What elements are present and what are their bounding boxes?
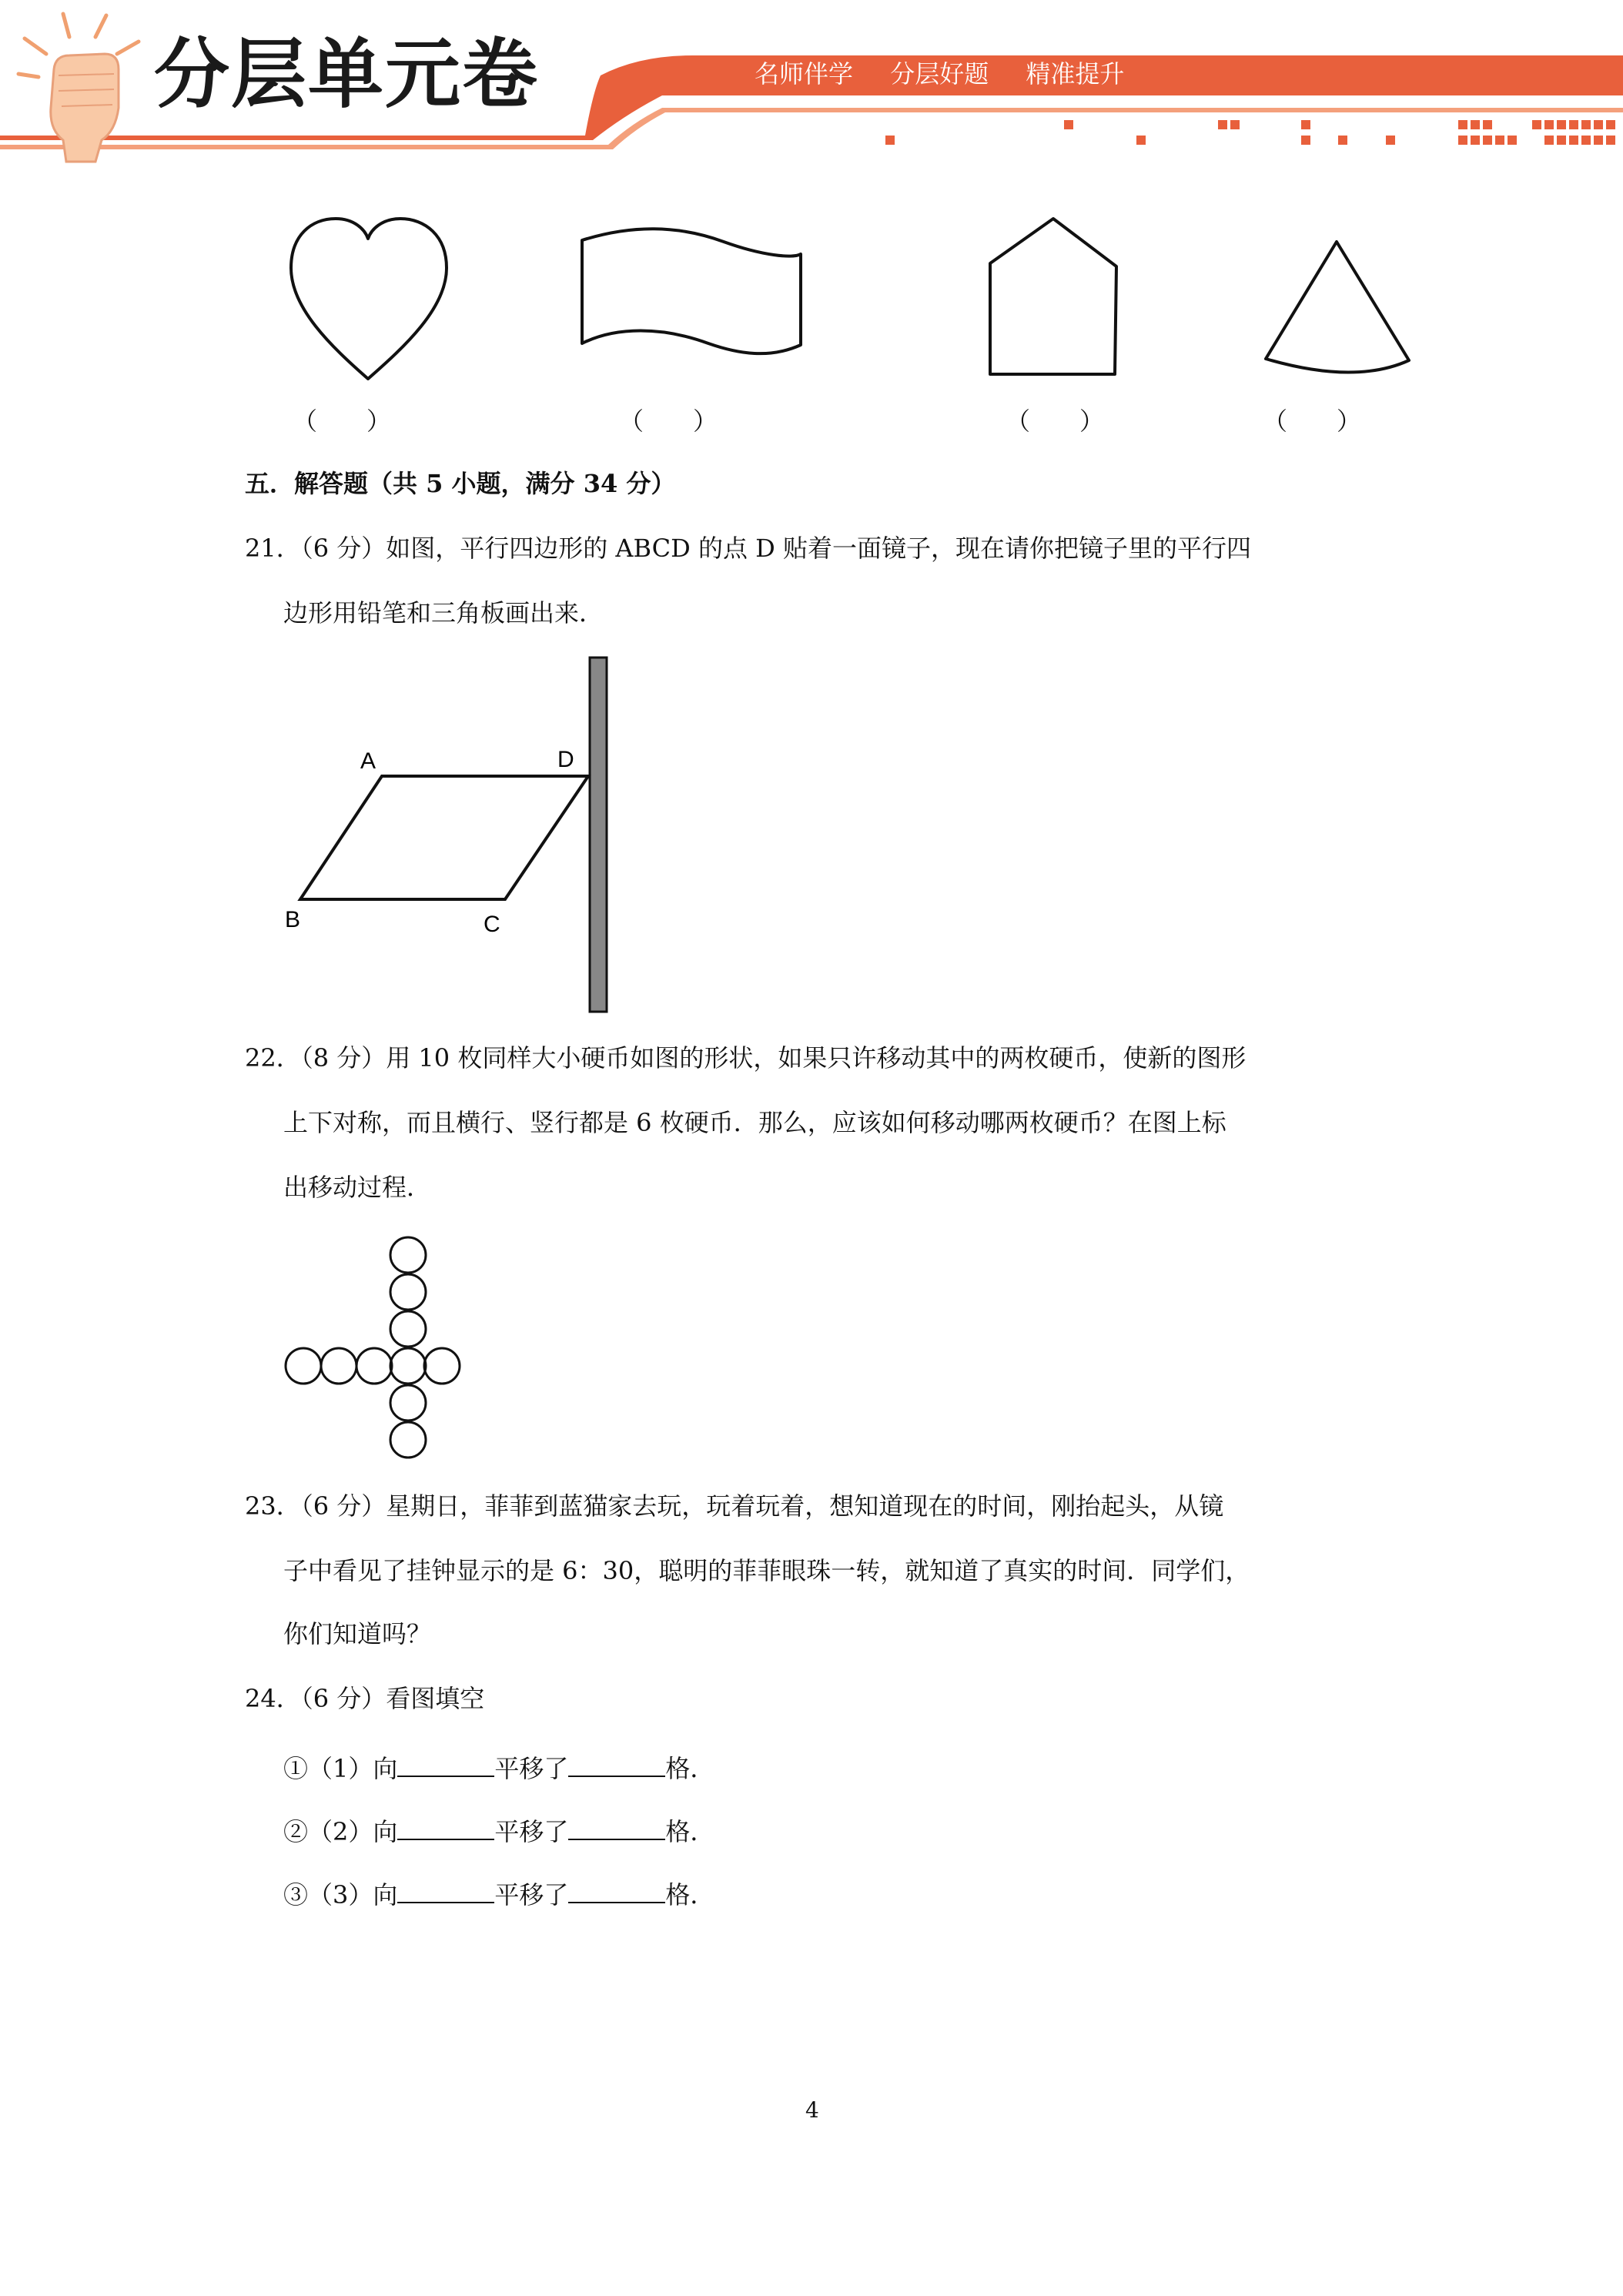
q24-item-suffix: 格． [665,1817,715,1846]
q24-item-prefix: ①（1）向 [283,1754,398,1783]
brand-title: 分层单元卷 [154,31,540,119]
answer-blank[interactable] [568,1882,665,1903]
q24-fill-item [283,1876,714,1911]
vertex-label-b: B [285,907,301,932]
symmetry-shapes-figure [0,208,1623,408]
q24-item-suffix: 格． [665,1880,715,1909]
q24-item-mid: 平移了 [494,1817,569,1846]
coin [356,1348,392,1384]
page-number: 4 [805,2097,819,2123]
coin [321,1348,356,1384]
coin [390,1237,426,1273]
q23-text-line: 子中看见了挂钟显示的是 6：30，聪明的菲菲眼珠一转，就知道了真实的时间．同学们， [283,1556,1250,1585]
parallelogram-mirror-figure [277,654,662,1024]
coins-cross-figure [277,1221,477,1460]
heart-shape [291,219,447,379]
answer-blank[interactable] [397,1882,494,1903]
q24-title: 24．（6 分）看图填空 [245,1684,485,1713]
q24-item-prefix: ②（2）向 [283,1817,398,1846]
parallelogram-abcd [300,776,588,899]
coin [390,1274,426,1310]
answer-paren: （ ） [1006,407,1105,436]
raised-fist-icon [15,8,146,169]
answer-blank[interactable] [568,1755,665,1777]
coin [424,1348,460,1384]
coin [390,1348,426,1384]
coin [390,1385,426,1421]
q22-text-line: 上下对称，而且横行、竖行都是 6 枚硬币．那么，应该如何移动哪两枚硬币？在图上标 [283,1108,1226,1137]
q24-item-mid: 平移了 [494,1880,569,1909]
q24-item-prefix: ③（3）向 [283,1880,398,1909]
answer-blank[interactable] [397,1819,494,1840]
pentagon-shape [990,219,1116,374]
q24-item-suffix: 格． [665,1754,715,1783]
vertex-label-a: A [360,748,376,774]
q24-item-mid: 平移了 [494,1754,569,1783]
answer-paren: （ ） [1263,407,1362,436]
sector-shape [1266,242,1409,373]
slogan-item: 分层好题 [890,59,989,89]
answer-paren: （ ） [293,407,392,436]
vertex-label-c: C [484,912,500,937]
coin [286,1348,321,1384]
q23-text-line: 23．（6 分）星期日，菲菲到蓝猫家去玩，玩着玩着，想知道现在的时间，刚抬起头，从镜 [245,1491,1224,1521]
slogan-item: 精准提升 [1026,59,1125,89]
page-header [0,0,1623,177]
q21-text-line: 边形用铅笔和三角板画出来． [283,598,604,628]
vertex-label-d: D [557,747,574,772]
q22-text-line: 出移动过程． [283,1173,432,1202]
slogan-item: 名师伴学 [755,59,854,89]
answer-paren: （ ） [619,407,718,436]
q24-fill-item [283,1812,714,1848]
q21-text-line: 21．（6 分）如图，平行四边形的 ABCD 的点 D 贴着一面镜子，现在请你把镜子里的平行四 [245,534,1251,563]
section-heading: 五．解答题（共 5 小题，满分 34 分） [245,469,676,498]
header-slogan [755,59,1153,89]
wavy-flag-shape [582,229,801,353]
q24-fill-item [283,1749,714,1785]
mirror [590,658,607,1012]
coin [390,1311,426,1347]
answer-blank[interactable] [568,1819,665,1840]
q22-text-line: 22．（8 分）用 10 枚同样大小硬币如图的形状，如果只许移动其中的两枚硬币，使新的图形 [245,1043,1247,1073]
q23-text-line: 你们知道吗？ [283,1619,432,1648]
coin [390,1422,426,1458]
answer-blank[interactable] [397,1755,494,1777]
